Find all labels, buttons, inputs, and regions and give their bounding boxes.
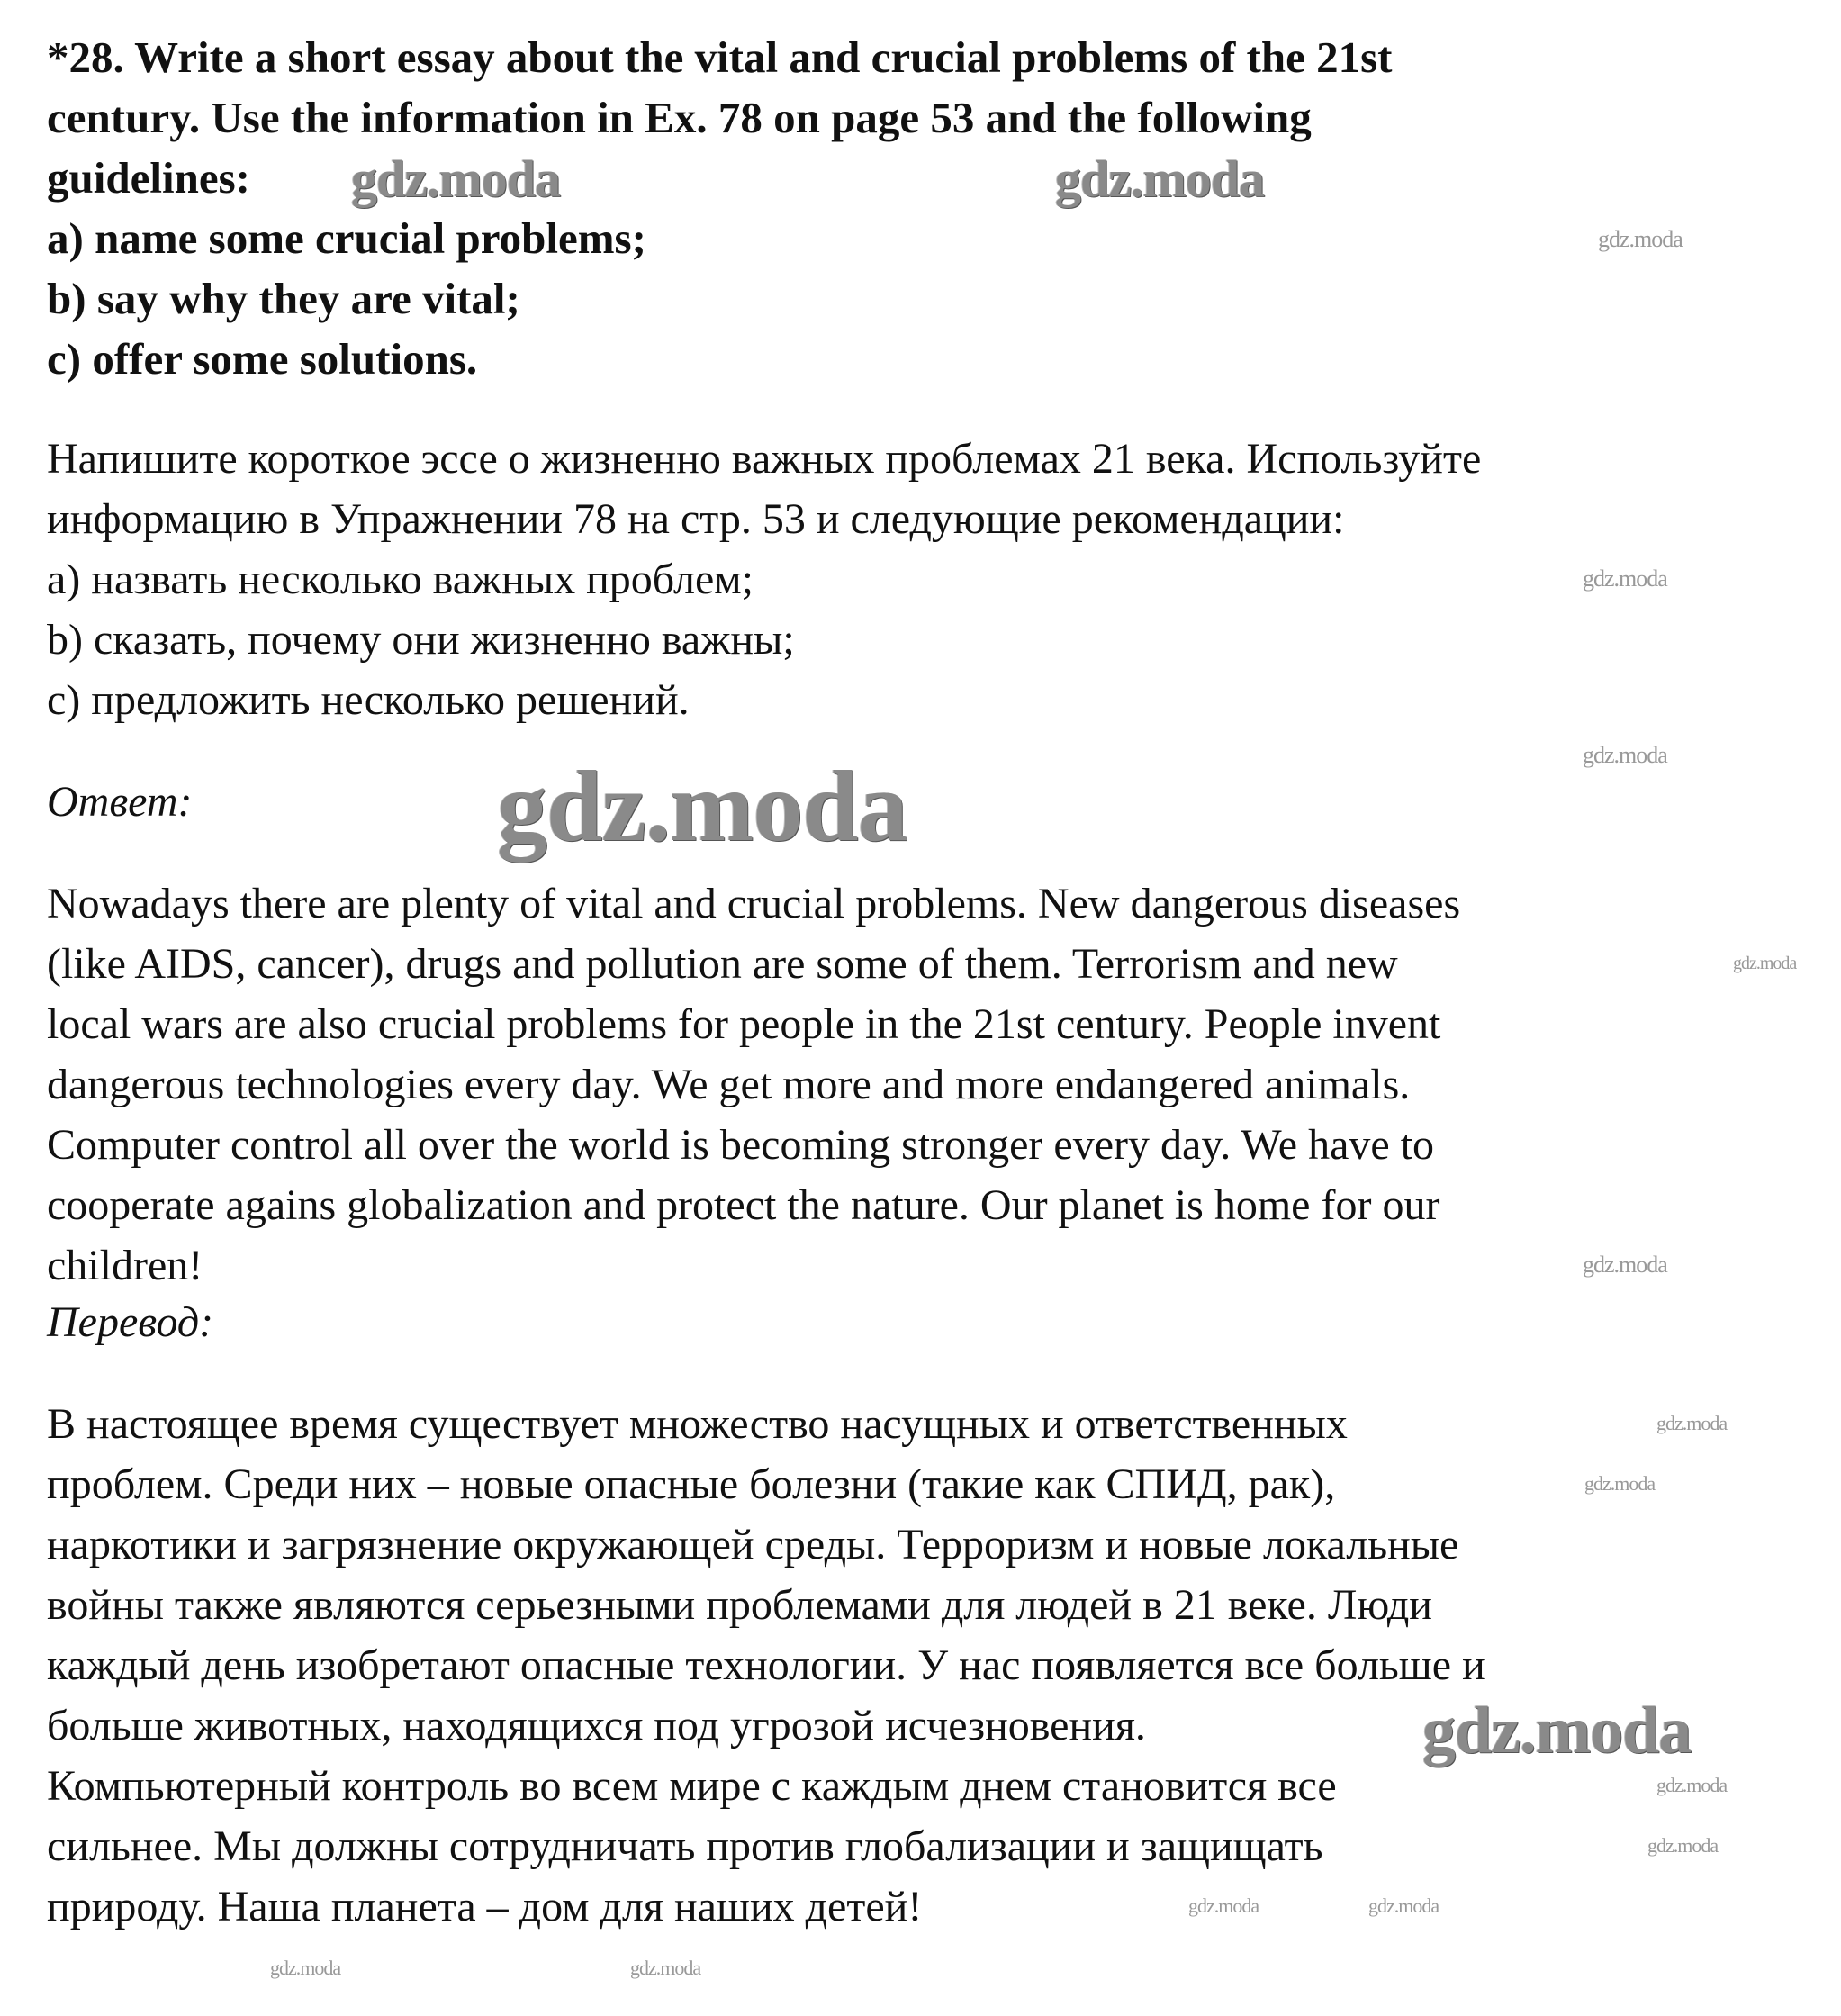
translation-label: Перевод: bbox=[47, 1298, 214, 1346]
watermark: gdz.moda bbox=[630, 1957, 701, 1979]
task-line: guidelines: bbox=[47, 153, 250, 203]
answer-line: cooperate agains globalization and protect the nature. Our planet is home for our bbox=[47, 1181, 1440, 1229]
translation-line: В настоящее время существует множество насущных и ответственных bbox=[47, 1400, 1348, 1448]
answer-line: Nowadays there are plenty of vital and crucial problems. New dangerous diseases bbox=[47, 880, 1461, 927]
watermark: gdz.moda bbox=[1647, 1834, 1719, 1857]
task-translation-line: информацию в Упражнении 78 на стр. 53 и следующие рекомендации: bbox=[47, 495, 1345, 543]
task-line: b) say why they are vital; bbox=[47, 274, 520, 323]
watermark: gdz.moda bbox=[1583, 742, 1667, 768]
watermark: gdz.moda bbox=[1656, 1412, 1728, 1434]
watermark: gdz.moda bbox=[1598, 226, 1683, 252]
translation-text bbox=[47, 1394, 1485, 1937]
translation-line: проблем. Среди них – новые опасные болезни (такие как СПИД, рак), bbox=[47, 1460, 1336, 1508]
watermark: gdz.moda bbox=[1368, 1894, 1439, 1917]
answer-line: children! bbox=[47, 1242, 203, 1289]
watermark: gdz.moda bbox=[1733, 954, 1797, 973]
task-text bbox=[47, 27, 1392, 389]
watermark: gdz.moda bbox=[1583, 1252, 1667, 1278]
translation-line: каждый день изобретают опасные технологии. У нас появляется все больше и bbox=[47, 1641, 1485, 1689]
task-line: century. Use the information in Ex. 78 on page 53 and the following bbox=[47, 93, 1312, 142]
task-line: *28. Write a short essay about the vital and crucial problems of the 21st bbox=[47, 32, 1393, 82]
answer-line: Computer control all over the world is becoming stronger every day. We have to bbox=[47, 1121, 1435, 1169]
translation-line: Компьютерный контроль во всем мире с каждым днем становится все bbox=[47, 1762, 1337, 1810]
task-translation-line: b) сказать, почему они жизненно важны; bbox=[47, 616, 795, 664]
watermark: gdz.moda bbox=[1188, 1894, 1259, 1917]
watermark: gdz.moda bbox=[1422, 1694, 1692, 1767]
task-line: c) offer some solutions. bbox=[47, 334, 478, 384]
translation-line: сильнее. Мы должны сотрудничать против глобализации и защищать bbox=[47, 1822, 1323, 1870]
watermark: gdz.moda bbox=[1055, 149, 1265, 208]
watermark: gdz.moda bbox=[497, 751, 907, 863]
translation-line: больше животных, находящихся под угрозой исчезновения. bbox=[47, 1702, 1146, 1749]
task-translation bbox=[47, 429, 1481, 730]
task-translation-line: Напишите короткое эссе о жизненно важных проблемах 21 века. Используйте bbox=[47, 435, 1482, 483]
answer-text bbox=[47, 873, 1460, 1296]
watermark: gdz.moda bbox=[1584, 1472, 1656, 1495]
task-translation-line: c) предложить несколько решений. bbox=[47, 676, 690, 724]
answer-label: Ответ: bbox=[47, 778, 193, 826]
translation-line: наркотики и загрязнение окружающей среды. Терроризм и новые локальные bbox=[47, 1521, 1459, 1569]
watermark: gdz.moda bbox=[1656, 1774, 1728, 1796]
watermark: gdz.moda bbox=[270, 1957, 341, 1979]
translation-line: природу. Наша планета – дом для наших детей! bbox=[47, 1883, 923, 1930]
task-line: a) name some crucial problems; bbox=[47, 213, 646, 263]
watermark: gdz.moda bbox=[351, 149, 561, 208]
watermark: gdz.moda bbox=[1583, 565, 1667, 592]
answer-line: dangerous technologies every day. We get more and more endangered animals. bbox=[47, 1061, 1411, 1108]
answer-line: (like AIDS, cancer), drugs and pollution are some of them. Terrorism and new bbox=[47, 940, 1398, 988]
answer-line: local wars are also crucial problems for people in the 21st century. People invent bbox=[47, 1000, 1441, 1048]
translation-line: войны также являются серьезными проблемами для людей в 21 веке. Люди bbox=[47, 1581, 1432, 1629]
task-translation-line: а) назвать несколько важных проблем; bbox=[47, 556, 754, 603]
